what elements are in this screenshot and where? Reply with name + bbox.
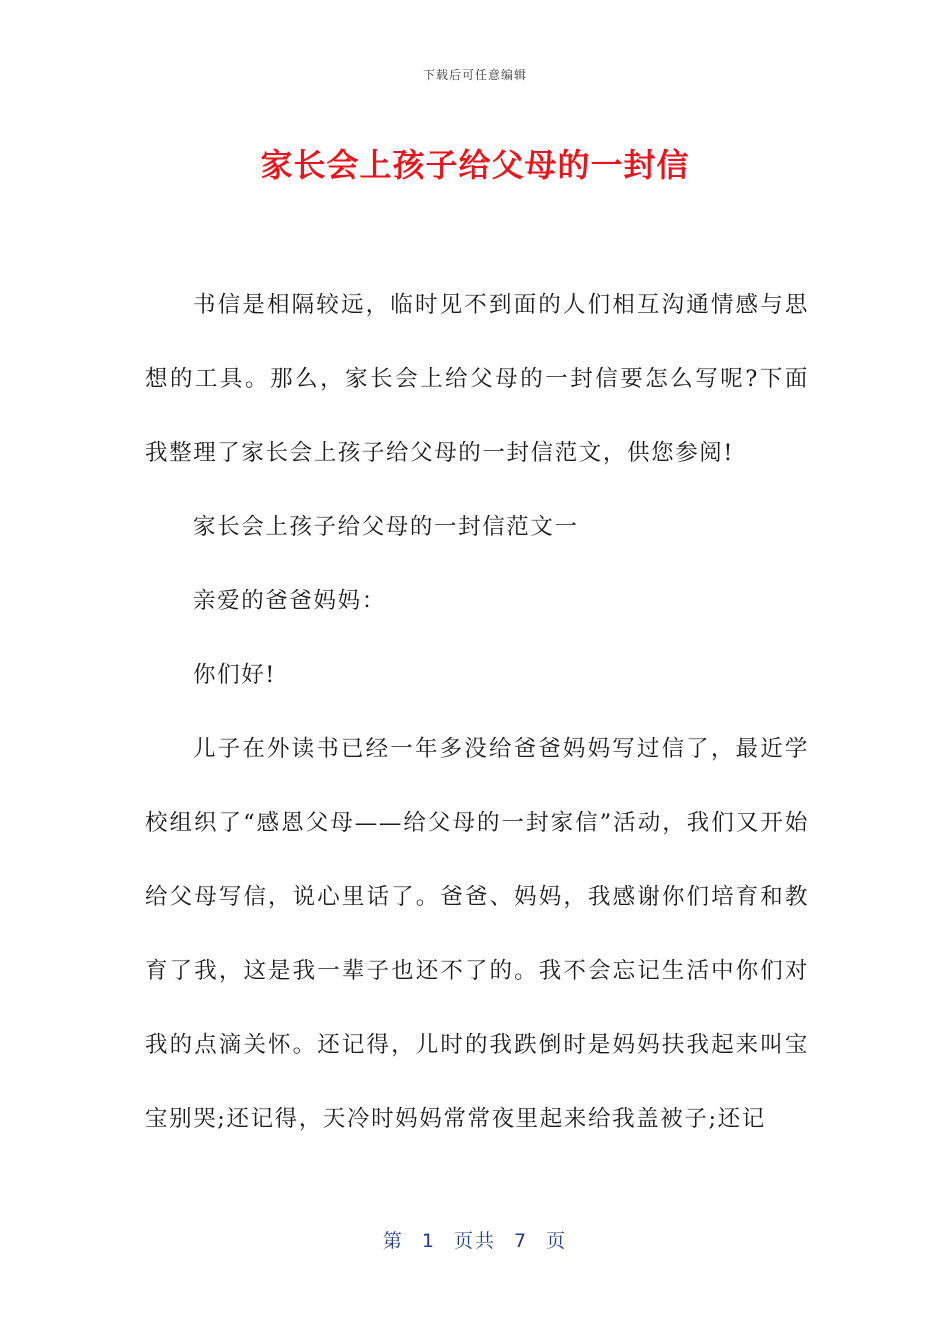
document-body [145,268,809,1156]
header-note: 下载后可任意编辑 [422,68,527,82]
paragraph-letter-body: 儿子在外读书已经一年多没给爸爸妈妈写过信了，最近学校组织了“感恩父母——给父母的一封家信”活动，我们又开始给父母写信，说心里话了。爸爸、妈妈，我感谢你们培育和教育了我，这是我一辈子也还不了的。我不会忘记生活中你们对我的点滴关怀。还记得，儿时的我跌倒时是妈妈扶我起来叫宝宝别哭;还记得，天冷时妈妈常常夜里起来给我盖被子;还记 [145,736,809,1132]
page-number: 第 1 页共 7 页 [382,1230,568,1252]
document-title: 家长会上孩子给父母的一封信 [260,146,690,184]
paragraph-greeting: 你们好! [193,662,276,688]
paragraph-intro: 书信是相隔较远，临时见不到面的人们相互沟通情感与思想的工具。那么，家长会上给父母的一封信要怎么写呢?下面我整理了家长会上孩子给父母的一封信范文，供您参阅! [145,292,809,466]
paragraph-salutation: 亲爱的爸爸妈妈： [193,588,386,614]
paragraph-section-heading: 家长会上孩子给父母的一封信范文一 [193,514,579,540]
